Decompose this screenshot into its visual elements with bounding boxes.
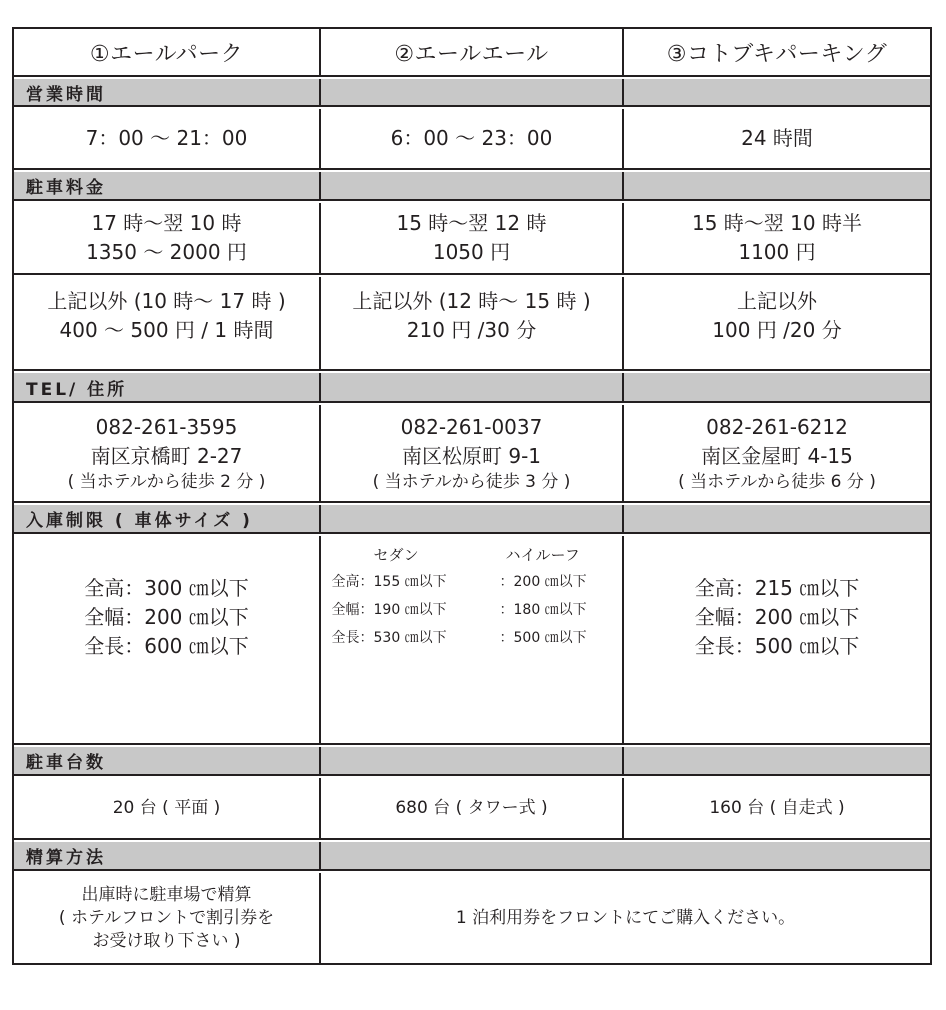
fee-price: 1350 ～ 2000 円	[86, 240, 247, 264]
payment-row	[14, 873, 930, 963]
fee-other-price: 100 円 /20 分	[712, 318, 842, 342]
limit-width: 全幅：190 ㎝以下 ：180 ㎝以下	[331, 602, 587, 618]
car-type-highroof: ハイルーフ	[505, 546, 580, 564]
limit-height: 全高：155 ㎝以下 ：200 ㎝以下	[331, 574, 587, 590]
payment-others: 1 泊利用券をフロントにてご購入ください。	[455, 907, 796, 928]
tel-number: 082-261-6212	[706, 414, 848, 439]
car-type-sedan: セダン	[373, 546, 419, 564]
section-payment	[14, 842, 930, 871]
tel-number: 082-261-0037	[400, 414, 543, 439]
address: 南区金屋町 4-15	[701, 443, 853, 468]
fees-night-row	[14, 203, 930, 275]
payment-park1-line: 出庫時に駐車場で精算	[81, 884, 252, 905]
fee-time: 15 時～翌 10 時半	[692, 211, 862, 235]
fee-time: 15 時～翌 12 時	[396, 211, 547, 235]
limit-length: 全長：500 ㎝以下	[694, 634, 860, 658]
fees-other-row	[14, 277, 930, 371]
walk-time: ( 当ホテルから徒歩 3 分 )	[372, 471, 571, 492]
address: 南区京橋町 2-27	[90, 443, 243, 468]
fee-other-price: 400 ～ 500 円 / 1 時間	[59, 318, 274, 342]
limit-width: 全幅：200 ㎝以下	[694, 605, 860, 629]
address: 南区松原町 9-1	[401, 443, 542, 468]
section-label: TEL/ 住所	[26, 379, 128, 400]
car-type-header	[332, 542, 612, 568]
fee-price: 1100 円	[738, 240, 816, 264]
fee-time: 17 時～翌 10 時	[91, 211, 242, 235]
limits-row	[14, 536, 930, 745]
section-label: 入庫制限 ( 車体サイズ )	[26, 511, 253, 531]
section-label: 駐車料金	[26, 178, 106, 198]
header-row	[14, 29, 930, 77]
fee-other-time: 上記以外	[737, 289, 817, 313]
fee-other-time: 上記以外 (10 時～ 17 時 )	[47, 289, 286, 313]
section-fees	[14, 172, 930, 201]
section-limits	[14, 505, 930, 534]
fee-other-time: 上記以外 (12 時～ 15 時 )	[352, 289, 591, 313]
section-hours	[14, 79, 930, 107]
fee-price: 1050 円	[432, 240, 511, 264]
payment-park1-line: ( ホテルフロントで割引券を	[58, 907, 275, 928]
limit-height: 全高：300 ㎝以下	[84, 576, 249, 600]
parking-table	[12, 27, 932, 965]
section-label: 営業時間	[26, 84, 106, 105]
hours-row	[14, 109, 930, 170]
section-label: 駐車台数	[26, 753, 106, 773]
header-park3: ③コトブキパーキング	[666, 41, 888, 67]
limit-length: 全長：530 ㎝以下 ：500 ㎝以下	[331, 630, 587, 646]
hours-value: 7：00 ～ 21：00	[85, 126, 248, 150]
payment-park1-line: お受け取り下さい )	[92, 930, 241, 951]
limit-width: 全幅：200 ㎝以下	[84, 605, 249, 629]
capacity-value: 680 台 ( タワー式 )	[395, 797, 548, 818]
section-capacity	[14, 747, 930, 776]
header-park2: ②エールエール	[321, 29, 624, 75]
section-contact	[14, 373, 930, 403]
capacity-value: 160 台 ( 自走式 )	[709, 797, 845, 818]
header-park1: ①エールパーク	[14, 29, 321, 75]
limit-length: 全長：600 ㎝以下	[84, 634, 249, 658]
hours-value: 24 時間	[741, 126, 813, 150]
capacity-row	[14, 778, 930, 840]
section-label: 精算方法	[26, 848, 106, 868]
walk-time: ( 当ホテルから徒歩 6 分 )	[678, 471, 876, 492]
contact-row	[14, 405, 930, 503]
fee-other-price: 210 円 /30 分	[406, 318, 537, 342]
hours-value: 6：00 ～ 23：00	[390, 126, 553, 150]
walk-time: ( 当ホテルから徒歩 2 分 )	[67, 471, 266, 492]
capacity-value: 20 台 ( 平面 )	[112, 797, 221, 818]
tel-number: 082-261-3595	[95, 414, 238, 439]
limit-height: 全高：215 ㎝以下	[694, 576, 860, 600]
